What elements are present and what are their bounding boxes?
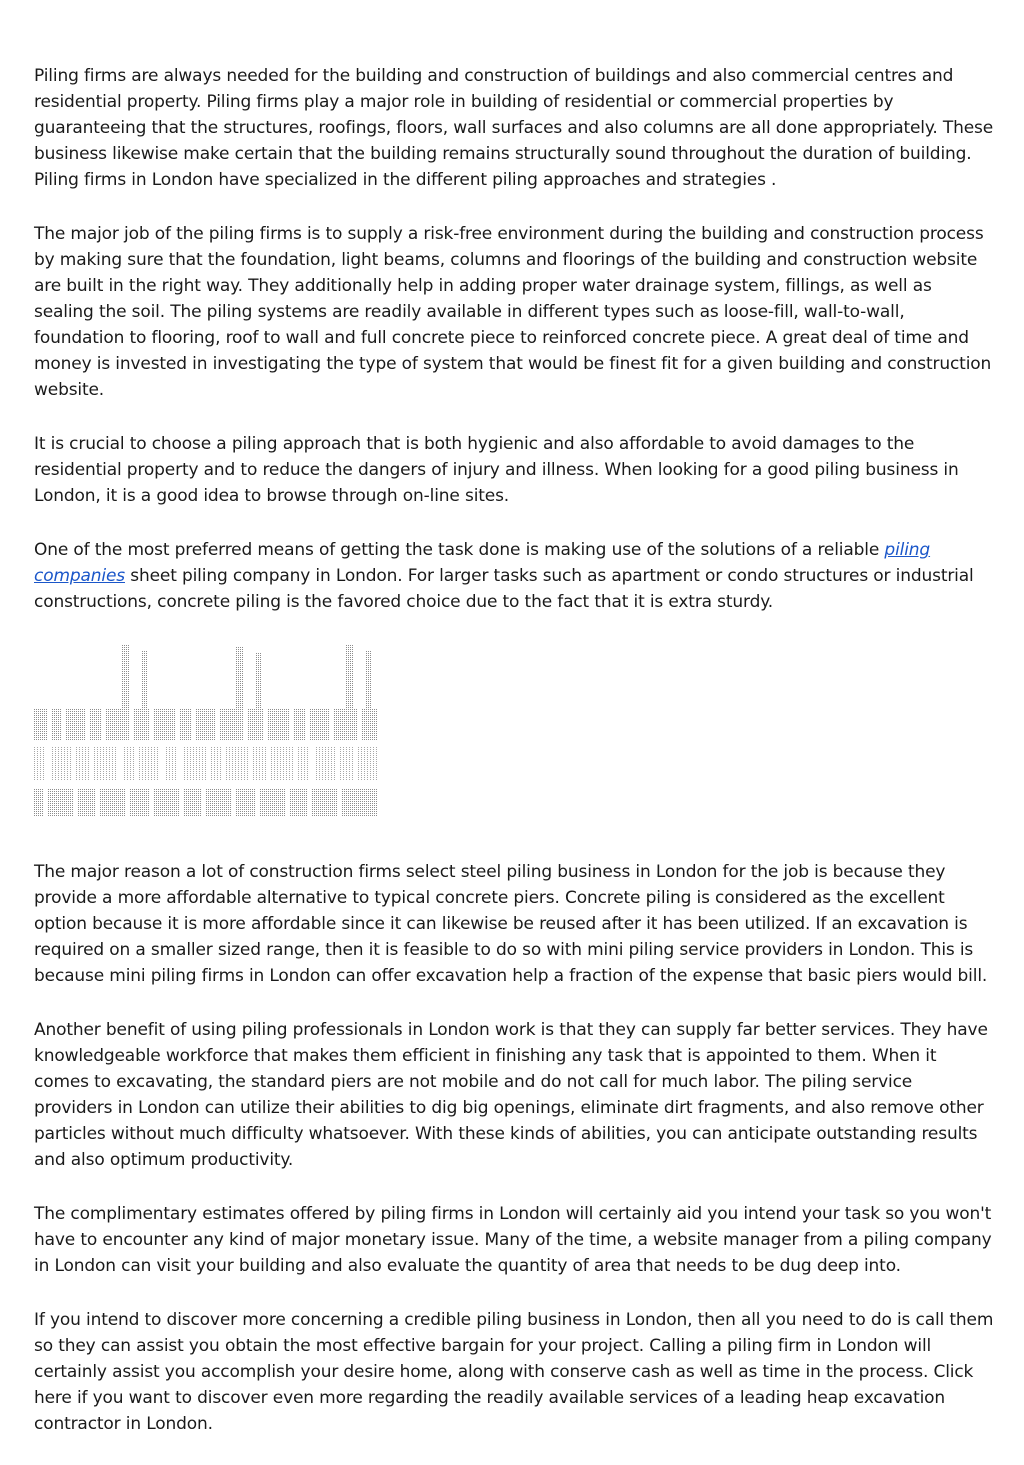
paragraph-5: The major reason a lot of construction firms select steel piling business in London for the job is because they provide a more affordable alternative to typical concrete piers. Concrete piling is considered as the excellent option because it is more affordable since it can likewise be reused after it has been utilized. If an excavation is required on a smaller sized range, then it is feasible to do so with mini piling service providers in London. This is because mini piling firms in London can offer excavation help a fraction of the expense that basic piers would bill. [34,862,988,986]
paragraph-7: The complimentary estimates offered by piling firms in London will certainly aid you intend your task so you won't have to encounter any kind of major monetary issue. Many of the time, a website manager from a piling company in London can visit your building and also evaluate the quantity of area that needs to be dug deep into. [34,1204,992,1276]
paragraph-4-after: sheet piling company in London. For larger tasks such as apartment or condo structures or industrial constructions, concrete piling is the favored choice due to the fact that it is extra sturdy. [34,566,974,612]
paragraph-4 [34,537,994,615]
paragraph-4-before: One of the most preferred means of getting the task done is making use of the solutions of a reliable [34,540,885,560]
paragraph-6: Another benefit of using piling professionals in London work is that they can supply far better services. They have knowledgeable workforce that makes them efficient in finishing any task that is appointed to them. When it comes to excavating, the standard piers are not mobile and do not call for much labor. The piling service providers in London can utilize their abilities to dig big openings, eliminate dirt fragments, and also remove other particles without much difficulty whatsoever. With these kinds of abilities, you can anticipate outstanding results and also optimum productivity. [34,1020,988,1170]
paragraph-3: It is crucial to choose a piling approach that is both hygienic and also affordable to avoid damages to the residential property and to reduce the dangers of injury and illness. When looking for a good piling business in London, it is a good idea to browse through on-line sites. [34,434,959,506]
piling-text-art-image [34,643,380,821]
paragraph-8: If you intend to discover more concerning a credible piling business in London, then all you need to do is call them so they can assist you obtain the most effective bargain for your project. Calling a piling firm in London will certainly assist you accomplish your desire home, along with conserve cash as well as time in the process. Click here if you want to discover even more regarding the readily available services of a leading heap excavation contractor in London. [34,1310,994,1434]
piling-companies-link[interactable]: piling companies [34,540,931,586]
paragraph-1: Piling firms are always needed for the building and construction of buildings and also commercial centres and residential property. Piling firms play a major role in building of residential or commercial properties by guaranteeing that the structures, roofings, floors, wall surfaces and also columns are all done appropriately. These business likewise make certain that the building remains structurally sound throughout the duration of building. Piling firms in London have specialized in the different piling approaches and strategies . [34,66,994,190]
article [34,63,994,1465]
paragraph-2: The major job of the piling firms is to supply a risk-free environment during the building and construction process by making sure that the foundation, light beams, columns and floorings of the building and construction website are built in the right way. They additionally help in adding proper water drainage system, fillings, as well as sealing the soil. The piling systems are readily available in different types such as loose-fill, wall-to-wall, foundation to flooring, roof to wall and full concrete piece to reinforced concrete piece. A great deal of time and money is invested in investigating the type of system that would be finest fit for a given building and construction website. [34,224,992,400]
